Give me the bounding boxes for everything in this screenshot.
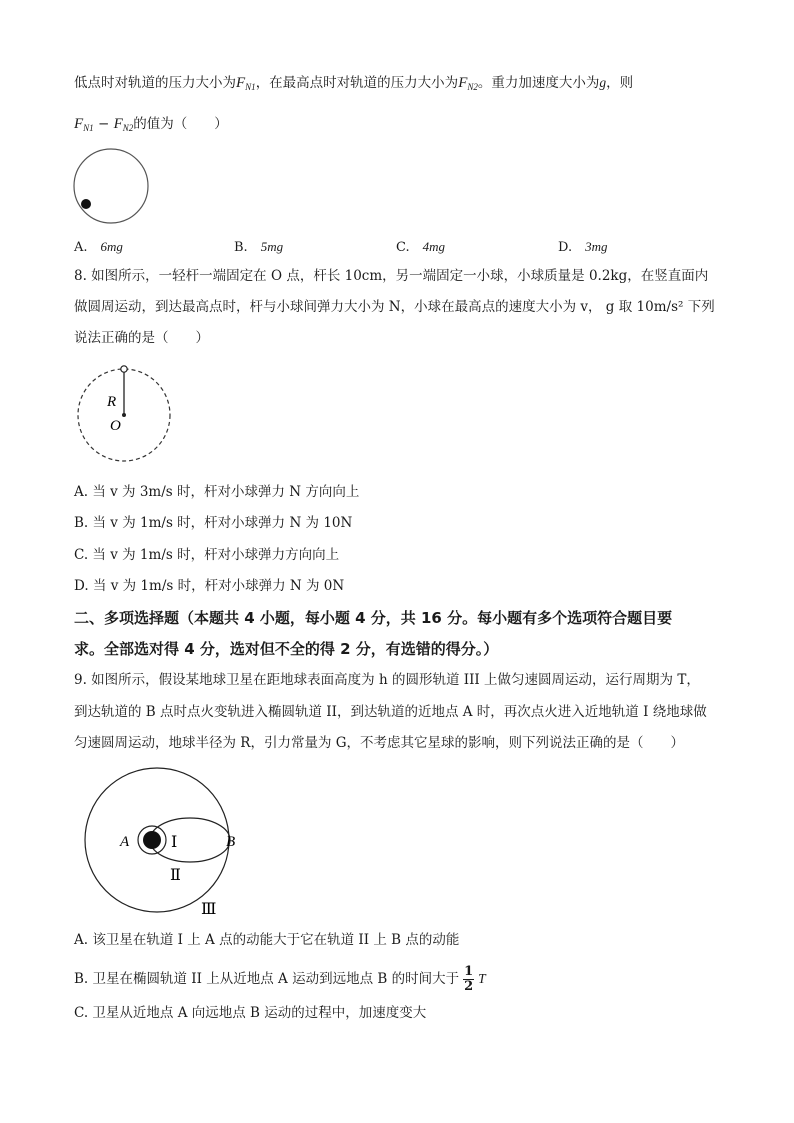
- q8-option-c[interactable]: C. 当 v 为 1m/s 时，杆对小球弹力方向向上: [74, 547, 340, 563]
- q9-line-3: 匀速圆周运动，地球半径为 R，引力常量为 G，不考虑其它星球的影响，则下列说法正确的是（ ）: [74, 735, 685, 751]
- q7-option-c[interactable]: C. 4mg: [396, 239, 446, 255]
- label-b: B: [226, 834, 236, 850]
- q7-option-b[interactable]: B. 5mg: [234, 239, 284, 255]
- q8-option-d[interactable]: D. 当 v 为 1m/s 时，杆对小球弹力 N 为 0N: [74, 578, 345, 594]
- q8-rod-figure: [74, 364, 176, 468]
- pivot-o: [122, 413, 126, 417]
- section-2-heading-line-2: 求。全部选对得 4 分，选对但不全的得 2 分，有选错的得分。）: [74, 640, 499, 658]
- q8-line-1: 8. 如图所示，一轻杆一端固定在 O 点，杆长 10cm，另一端固定一小球，小球质量是 0.2kg，在竖直面内: [74, 268, 709, 284]
- earth: [143, 831, 161, 849]
- orbit-ii: [150, 818, 230, 862]
- q8-option-b[interactable]: B. 当 v 为 1m/s 时，杆对小球弹力 N 为 10N: [74, 515, 353, 531]
- q7-circle-figure: [72, 148, 154, 226]
- fn1-symbol-2: $F_{N1}$: [74, 116, 94, 133]
- label-o: O: [110, 418, 121, 434]
- q9-line-1: 9. 如图所示，假设某地球卫星在距地球表面高度为 h 的圆形轨道 III 上做匀速圆周运动，运行周期为 T，: [74, 672, 700, 688]
- q9-option-c[interactable]: C. 卫星从近地点 A 向远地点 B 运动的过程中，加速度变大: [74, 1005, 427, 1021]
- q8-option-a[interactable]: A. 当 v 为 3m/s 时，杆对小球弹力 N 方向向上: [74, 484, 360, 500]
- label-iii: Ⅲ: [201, 901, 217, 918]
- q8-line-2: 做圆周运动，到达最高点时，杆与小球间弹力大小为 N，小球在最高点的速度大小为 v， g 取 10m/s² 下列: [74, 299, 715, 315]
- q9-line-2: 到达轨道的 B 点时点火变轨进入椭圆轨道 II，到达轨道的近地点 A 时，再次点火进入近地轨道 I 绕地球做: [74, 704, 707, 720]
- q9-option-a[interactable]: A. 该卫星在轨道 I 上 A 点的动能大于它在轨道 II 上 B 点的动能: [74, 932, 460, 948]
- label-i: Ⅰ: [171, 834, 178, 851]
- q9-option-b[interactable]: B. 卫星在椭圆轨道 II 上从近地点 A 运动到远地点 B 的时间大于 $\frac{1}{2}$ T: [74, 964, 486, 994]
- fn1-symbol: $F_{N1}$: [236, 75, 256, 92]
- q7-line-1: 低点时对轨道的压力大小为$F_{N1}$，在最高点时对轨道的压力大小为$F_{N2}$。重力加速度大小为g，则: [74, 75, 634, 92]
- q7-line-2: $F_{N1} - F_{N2}$的值为（ ）: [74, 116, 228, 133]
- fn2-symbol-2: $F_{N2}$: [113, 116, 134, 133]
- fn2-symbol: $F_{N2}$: [458, 75, 478, 92]
- q9-orbit-figure: [78, 767, 238, 923]
- ball-top: [121, 366, 127, 372]
- fraction-one-half: $\frac{1}{2}$: [464, 964, 474, 994]
- ball: [81, 199, 91, 209]
- track-circle: [74, 149, 148, 223]
- label-r: R: [107, 394, 117, 410]
- label-ii: Ⅱ: [170, 867, 181, 884]
- section-2-heading-line-1: 二、多项选择题（本题共 4 小题，每小题 4 分，共 16 分。每小题有多个选项符合题目要: [74, 609, 673, 627]
- q7-option-a[interactable]: A. 6mg: [74, 239, 123, 255]
- q8-line-3: 说法正确的是（ ）: [74, 330, 209, 346]
- label-a: A: [120, 834, 130, 850]
- q7-option-d[interactable]: D. 3mg: [558, 239, 608, 255]
